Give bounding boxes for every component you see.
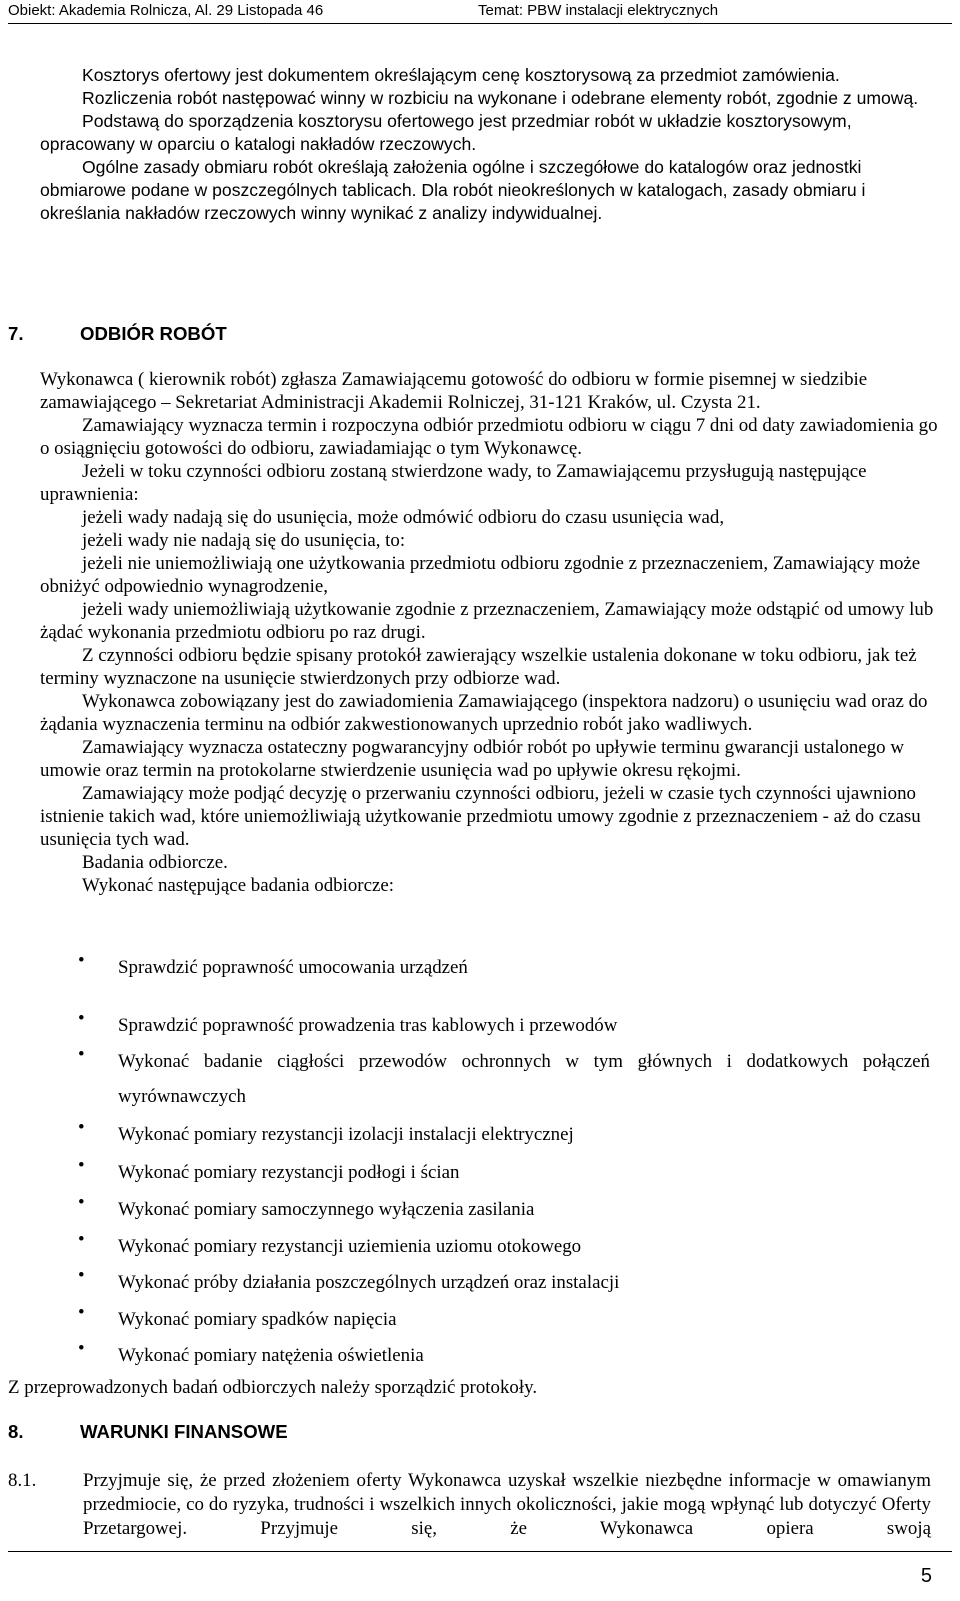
section-paragraph: Zamawiający może podjąć decyzję o przerwaniu czynności odbioru, jeżeli w czasie tych czynności ujawniono istnienie takich wad, które uniemożliwiają użytkowanie przedmiotu umowy zgodnie z przeznaczeniem - aż do czasu usunięcia tych wad. [40, 783, 921, 850]
page-number: 5 [920, 1565, 932, 1587]
list-item-text: Wykonać pomiary natężenia oświetlenia [118, 1345, 424, 1366]
bullet-icon: • [78, 1302, 85, 1323]
list-item-text: Wykonać badanie ciągłości przewodów ochronnych w tym głównych i dodatkowych połączeń wyrównawczych [118, 1051, 930, 1107]
bullet-icon: • [78, 1117, 85, 1138]
section-paragraph: Wykonać następujące badania odbiorcze: [82, 875, 394, 896]
section-paragraph: jeżeli wady nie nadają się do usunięcia, to: [82, 530, 406, 551]
bullet-icon: • [78, 1155, 85, 1176]
header-topic: Temat: PBW instalacji elektrycznych [478, 2, 719, 19]
bullet-icon: • [78, 1044, 85, 1065]
section-paragraph: Zamawiający wyznacza termin i rozpoczyna odbiór przedmiotu odbioru w ciągu 7 dni od daty zawiadomienia go o osiągnięciu gotowości do odbioru, zawiadamiając o tym Wykonawcę. [40, 415, 938, 459]
bullet-icon: • [78, 1338, 85, 1359]
list-item-text: Wykonać próby działania poszczególnych urządzeń oraz instalacji [118, 1272, 620, 1293]
intro-block [40, 64, 940, 225]
intro-paragraph: Podstawą do sporządzenia kosztorysu ofertowego jest przedmiar robót w układzie kosztorysowym, opracowany w oparciu o katalogi nakładów rzeczowych. [40, 111, 852, 154]
bullet-icon: • [78, 1265, 85, 1286]
page-header [8, 0, 952, 24]
section-paragraph: jeżeli nie uniemożliwiają one użytkowania przedmiotu odbioru zgodnie z przeznaczeniem, Zamawiający może obniżyć odpowiednio wynagrodzenie, [40, 553, 921, 597]
intro-paragraph: Kosztorys ofertowy jest dokumentem określającym cenę kosztorysową za przedmiot zamówienia. [82, 65, 840, 85]
intro-paragraph: Rozliczenia robót następować winny w rozbiciu na wykonane i odebrane elementy robót, zgodnie z umową. [82, 88, 919, 108]
footer-divider [8, 1551, 952, 1552]
section-title: ODBIÓR ROBÓT [80, 323, 227, 344]
bullet-icon: • [78, 1008, 85, 1029]
section-7-heading [8, 322, 408, 346]
list-item-text: Wykonać pomiary samoczynnego wyłączenia zasilania [118, 1199, 535, 1220]
section-paragraph: Jeżeli w toku czynności odbioru zostaną stwierdzone wady, to Zamawiającemu przysługują następujące uprawnienia: [40, 461, 867, 505]
subsection-number: 8.1. [8, 1470, 37, 1491]
subsection-text: Przyjmuje się, że przed złożeniem oferty Wykonawca uzyskał wszelkie niezbędne informacje w omawianym przedmiocie, co do ryzyka, trudności i wszelkich innych okoliczności, jakie mogą wpłynąć lub dotyczyć Oferty Przetargowej. Przyjmuje się, że Wykonawca opiera swoją [83, 1470, 931, 1539]
section-paragraph: Z czynności odbioru będzie spisany protokół zawierający wszelkie ustalenia dokonane w toku odbioru, jak też terminy wyznaczone na usunięcie stwierdzonych przy odbiorze wad. [40, 645, 917, 689]
section-paragraph: jeżeli wady uniemożliwiają użytkowanie zgodnie z przeznaczeniem, Zamawiający może odstąpić od umowy lub żądać wykonania przedmiotu odbioru po raz drugi. [40, 599, 934, 643]
section-paragraph: Zamawiający wyznacza ostateczny pogwarancyjny odbiór robót po upływie terminu gwarancji ustalonego w umowie oraz termin na protokolarne stwierdzenie usunięcia wad po upływie okresu rękojmi. [40, 737, 904, 781]
section-8-heading [8, 1420, 408, 1444]
bullet-icon: • [78, 1229, 85, 1250]
list-item-text: Sprawdzić poprawność prowadzenia tras kablowych i przewodów [118, 1015, 618, 1036]
list-item-text: Wykonać pomiary rezystancji podłogi i ścian [118, 1162, 460, 1183]
list-item-text: Wykonać pomiary rezystancji izolacji instalacji elektrycznej [118, 1124, 574, 1145]
list-item-text: Wykonać pomiary spadków napięcia [118, 1309, 397, 1330]
list-item-text: Sprawdzić poprawność umocowania urządzeń [118, 957, 468, 978]
intro-paragraph: Ogólne zasady obmiaru robót określają założenia ogólne i szczegółowe do katalogów oraz jednostki obmiarowe podane w poszczególnych tablicach. Dla robót nieokreślonych w katalogach, zasady obmiaru i określania nakładów rzeczowych winny wynikać z analizy indywidualnej. [40, 157, 866, 223]
list-item-text: Wykonać pomiary rezystancji uziemienia uziomu otokowego [118, 1236, 582, 1257]
section-paragraph: Wykonawca zobowiązany jest do zawiadomienia Zamawiającego (inspektora nadzoru) o usunięciu wad oraz do żądania wyznaczenia terminu na odbiór zakwestionowanych uprzednio robót jako wadliwych. [40, 691, 928, 735]
section-paragraph: Badania odbiorcze. [82, 852, 228, 873]
section-7-body [40, 368, 940, 897]
section-number: 8. [8, 1421, 24, 1442]
section-number: 7. [8, 323, 24, 344]
section-title: WARUNKI FINANSOWE [80, 1421, 288, 1442]
bullet-icon: • [78, 950, 85, 971]
section-paragraph: jeżeli wady nadają się do usunięcia, może odmówić odbioru do czasu usunięcia wad, [82, 507, 725, 528]
section-paragraph: Wykonawca ( kierownik robót) zgłasza Zamawiającemu gotowość do odbioru w formie pisemnej w siedzibie zamawiającego – Sekretariat Administracji Akademii Rolniczej, 31-121 Kraków, ul. Czysta 21. [40, 369, 868, 413]
bullet-icon: • [78, 1192, 85, 1213]
header-object: Obiekt: Akademia Rolnicza, Al. 29 Listopada 46 [8, 2, 324, 19]
protocol-note: Z przeprowadzonych badań odbiorczych należy sporządzić protokoły. [8, 1377, 538, 1398]
